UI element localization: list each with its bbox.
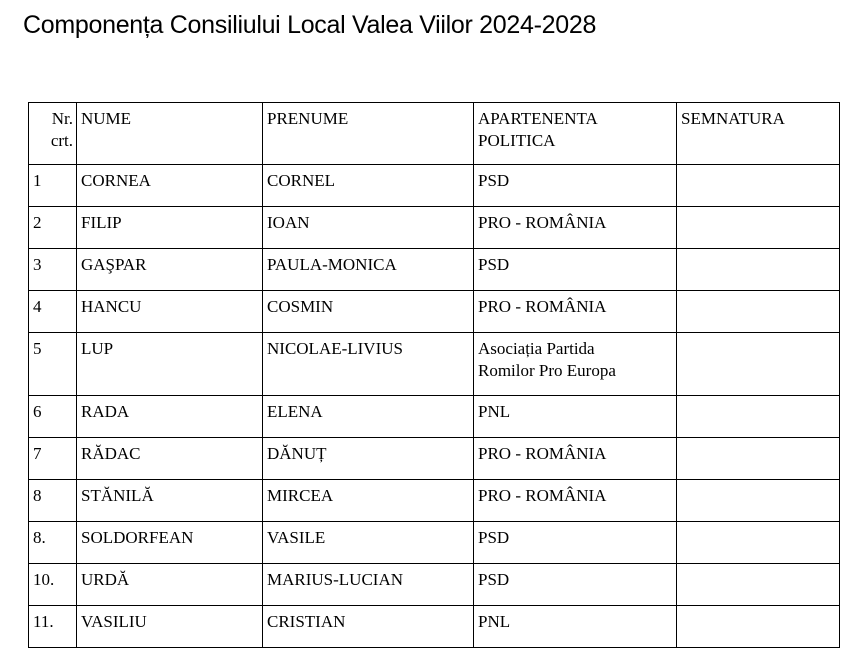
cell-nr-crt: 10.: [29, 564, 77, 606]
cell-nume: RĂDAC: [77, 438, 263, 480]
party-line1: PRO - ROMÂNIA: [478, 444, 607, 463]
cell-nume: SOLDORFEAN: [77, 522, 263, 564]
cell-semnatura: [677, 438, 840, 480]
table-row: [29, 291, 840, 333]
table-row: [29, 333, 840, 396]
cell-semnatura: [677, 396, 840, 438]
header-prenume: PRENUME: [263, 103, 474, 165]
table-row: [29, 606, 840, 648]
party-line1: PNL: [478, 612, 511, 631]
cell-nr-crt: 3: [29, 249, 77, 291]
party-line1: PSD: [478, 255, 510, 274]
cell-semnatura: [677, 207, 840, 249]
cell-nume: LUP: [77, 333, 263, 396]
party-line1: Asociația Partida: [478, 339, 595, 358]
cell-prenume: PAULA-MONICA: [263, 249, 474, 291]
table-row: [29, 249, 840, 291]
cell-apartenenta-politica: [474, 396, 677, 438]
cell-prenume: CRISTIAN: [263, 606, 474, 648]
cell-nr-crt: 11.: [29, 606, 77, 648]
page-title: Componența Consiliului Local Valea Viilor 2024-2028: [23, 11, 597, 39]
table-row: [29, 480, 840, 522]
header-nr-line2: crt.: [50, 131, 73, 150]
party-line1: PSD: [478, 528, 510, 547]
cell-nr-crt: 8: [29, 480, 77, 522]
cell-semnatura: [677, 249, 840, 291]
cell-nr-crt: 7: [29, 438, 77, 480]
party-line1: PSD: [478, 171, 510, 190]
cell-apartenenta-politica: [474, 606, 677, 648]
cell-nr-crt: 8.: [29, 522, 77, 564]
cell-semnatura: [677, 291, 840, 333]
cell-apartenenta-politica: [474, 522, 677, 564]
cell-nr-crt: 4: [29, 291, 77, 333]
header-apartenenta-politica: [474, 103, 677, 165]
cell-nume: FILIP: [77, 207, 263, 249]
cell-apartenenta-politica: [474, 249, 677, 291]
cell-prenume: MIRCEA: [263, 480, 474, 522]
cell-semnatura: [677, 165, 840, 207]
cell-semnatura: [677, 564, 840, 606]
header-semnatura: SEMNATURA: [677, 103, 840, 165]
table-row: [29, 396, 840, 438]
party-line2: Romilor Pro Europa: [478, 361, 616, 380]
cell-prenume: COSMIN: [263, 291, 474, 333]
header-nr-line1: Nr.: [51, 109, 73, 128]
cell-apartenenta-politica: [474, 564, 677, 606]
cell-prenume: ELENA: [263, 396, 474, 438]
cell-semnatura: [677, 480, 840, 522]
cell-nr-crt: 1: [29, 165, 77, 207]
header-apartenenta-line2: POLITICA: [478, 131, 556, 150]
cell-prenume: DĂNUȚ: [263, 438, 474, 480]
cell-nume: RADA: [77, 396, 263, 438]
cell-nume: VASILIU: [77, 606, 263, 648]
cell-nume: URDĂ: [77, 564, 263, 606]
cell-semnatura: [677, 333, 840, 396]
cell-nr-crt: 2: [29, 207, 77, 249]
cell-nume: CORNEA: [77, 165, 263, 207]
header-nume: NUME: [77, 103, 263, 165]
cell-prenume: NICOLAE-LIVIUS: [263, 333, 474, 396]
party-line1: PRO - ROMÂNIA: [478, 297, 607, 316]
cell-semnatura: [677, 522, 840, 564]
table-row: [29, 165, 840, 207]
cell-apartenenta-politica: [474, 333, 677, 396]
table-row: [29, 522, 840, 564]
council-members-table: [28, 102, 840, 648]
cell-apartenenta-politica: [474, 480, 677, 522]
cell-semnatura: [677, 606, 840, 648]
table-row: [29, 438, 840, 480]
party-line1: PSD: [478, 570, 510, 589]
table-header-row: [29, 103, 840, 165]
header-nr-crt: [29, 103, 77, 165]
cell-nume: STĂNILĂ: [77, 480, 263, 522]
cell-nume: GAŞPAR: [77, 249, 263, 291]
cell-nr-crt: 6: [29, 396, 77, 438]
header-apartenenta-line1: APARTENENTA: [478, 109, 598, 128]
cell-prenume: IOAN: [263, 207, 474, 249]
cell-prenume: MARIUS-LUCIAN: [263, 564, 474, 606]
cell-apartenenta-politica: [474, 291, 677, 333]
cell-apartenenta-politica: [474, 438, 677, 480]
cell-nume: HANCU: [77, 291, 263, 333]
table-row: [29, 564, 840, 606]
party-line1: PNL: [478, 402, 511, 421]
party-line1: PRO - ROMÂNIA: [478, 486, 607, 505]
cell-nr-crt: 5: [29, 333, 77, 396]
cell-apartenenta-politica: [474, 165, 677, 207]
party-line1: PRO - ROMÂNIA: [478, 213, 607, 232]
cell-prenume: CORNEL: [263, 165, 474, 207]
cell-apartenenta-politica: [474, 207, 677, 249]
cell-prenume: VASILE: [263, 522, 474, 564]
table-row: [29, 207, 840, 249]
